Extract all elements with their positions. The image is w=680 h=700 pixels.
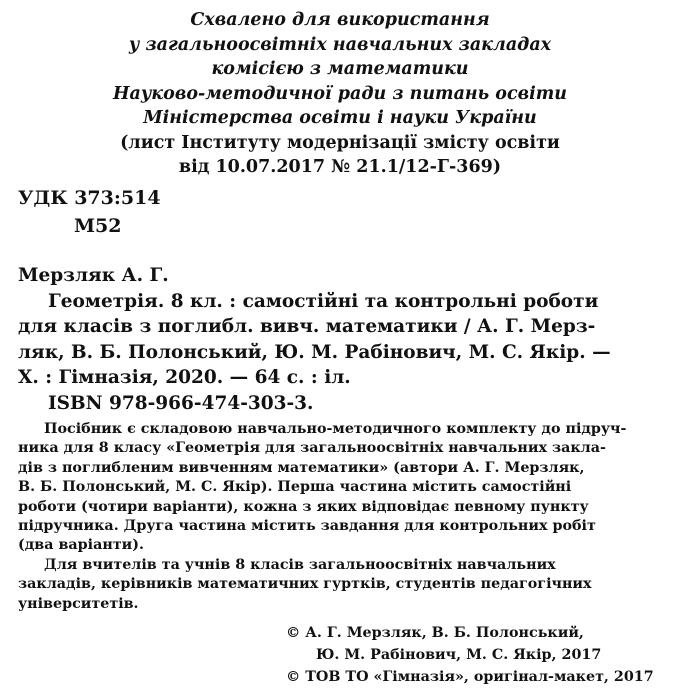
bibliographic-line: Х. : Гімназія, 2020. — 64 с. : іл. (18, 367, 351, 388)
copyright-line: Ю. М. Рабінович, М. С. Якір, 2017 (316, 647, 602, 663)
approval-line: Міністерства освіти і науки України (143, 108, 537, 128)
approval-letter-line: (лист Інституту модернізації змісту освіти (120, 132, 560, 153)
udk-code: УДК 373:514 (18, 187, 161, 209)
annotation-line: дів з поглибленим вивченням математики» (автори А. Г. Мерзляк, (18, 459, 585, 476)
audience-line: університетів. (18, 595, 139, 612)
approval-line: у загальноосвітніх навчальних закладах (128, 34, 552, 55)
annotation-line: підручника. Друга частина містить завдання для контрольних робіт (18, 518, 596, 535)
bibliographic-line: Геометрія. 8 кл. : самостійні та контрольні роботи (48, 290, 599, 312)
approval-line: Схвалено для використання (190, 10, 490, 30)
isbn: ISBN 978-966-474-303-3. (48, 392, 314, 414)
annotation-line: ника для 8 класу «Геометрія для загальноосвітніх навчальних закла- (18, 440, 606, 457)
approval-letter-line: від 10.07.2017 № 21.1/12-Г-369) (178, 157, 502, 177)
annotation-line: (два варіанти). (18, 537, 145, 554)
approval-line: комісією з математики (211, 59, 469, 79)
audience-line: Для вчителів та учнів 8 класів загальноосвітніх навчальних (44, 556, 556, 573)
author-sign-code: М52 (74, 215, 122, 237)
copyright-line: © А. Г. Мерзляк, В. Б. Полонський, (286, 625, 584, 641)
approval-line: Науково-методичної ради з питань освіти (112, 83, 568, 104)
bibliographic-record (18, 263, 663, 416)
annotation (18, 420, 668, 614)
annotation-line: В. Б. Полонський, М. С. Якір). Перша частина містить самостійні (18, 479, 572, 496)
audience-line: закладів, керівників математичних гуртків, студентів педагогічних (18, 576, 592, 593)
annotation-line: Посібник є складовою навчально-методичного комплекту до підруч- (44, 421, 627, 437)
approval-stamp-text (40, 8, 640, 180)
bibliographic-line: ляк, В. Б. Полонський, Ю. М. Рабінович, М. С. Якір. — (18, 341, 611, 363)
bibliographic-author: Мерзляк А. Г. (18, 265, 169, 286)
copyright-notice (286, 622, 676, 688)
copyright-line: © ТОВ ТО «Гімназія», оригінал-макет, 2017 (286, 669, 654, 685)
bibliographic-line: для класів з поглибл. вивч. математики / А. Г. Мерз- (18, 316, 596, 337)
annotation-line: роботи (чотири варіанти), кожна з яких відповідає певному пункту (18, 498, 589, 515)
